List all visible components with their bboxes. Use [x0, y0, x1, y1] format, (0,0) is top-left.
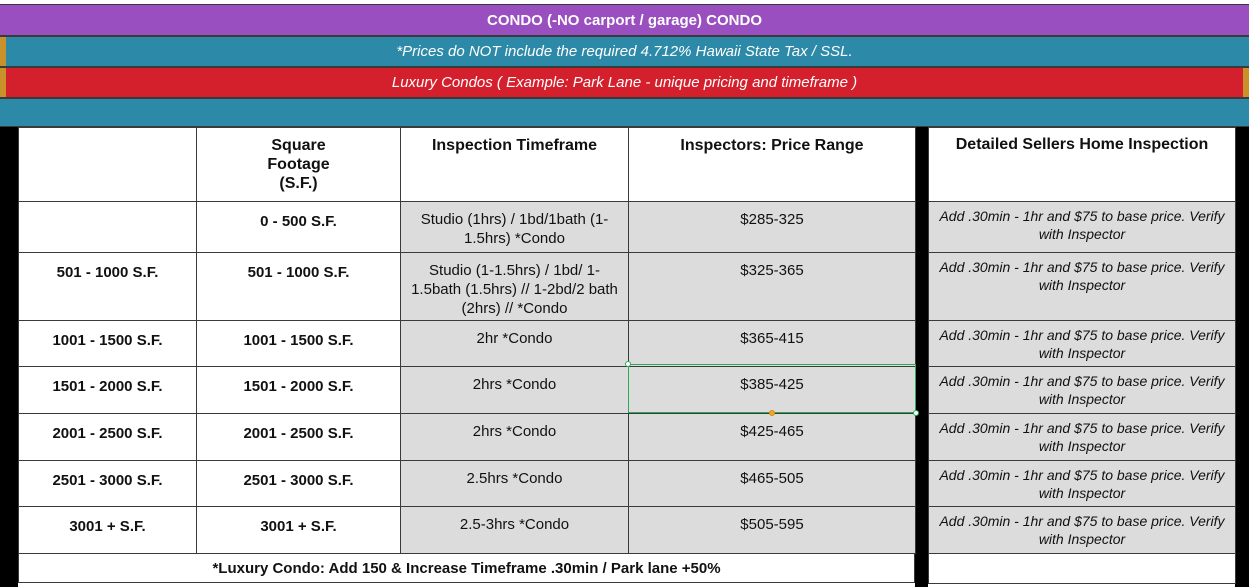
timeframe-cell[interactable]: 2hrs *Condo	[401, 414, 629, 461]
detail-table	[928, 127, 1236, 584]
price-cell[interactable]: $285-325	[629, 202, 916, 253]
luxury-condo-footer-note[interactable]: *Luxury Condo: Add 150 & Increase Timeframe .30min / Park lane +50%	[18, 553, 915, 583]
detail-cell[interactable]: Add .30min - 1hr and $75 to base price. Verify with Inspector	[929, 414, 1236, 461]
header-price-range[interactable]: Inspectors: Price Range	[629, 128, 916, 202]
right-column-separator	[1235, 127, 1249, 587]
table-row	[19, 414, 916, 461]
price-cell[interactable]: $325-365	[629, 253, 916, 321]
timeframe-cell[interactable]: Studio (1-1.5hrs) / 1bd/ 1-1.5bath (1.5hrs) // 1-2bd/2 bath (2hrs) // *Condo	[401, 253, 629, 321]
size-cell-a[interactable]: 1001 - 1500 S.F.	[19, 321, 197, 367]
size-cell-a[interactable]: 501 - 1000 S.F.	[19, 253, 197, 321]
size-cell-b[interactable]: 1001 - 1500 S.F.	[197, 321, 401, 367]
size-cell-a[interactable]: 2501 - 3000 S.F.	[19, 461, 197, 507]
size-cell-a[interactable]	[19, 202, 197, 253]
detail-cell[interactable]: Add .30min - 1hr and $75 to base price. Verify with Inspector	[929, 461, 1236, 507]
table-row	[19, 507, 916, 554]
tax-note-banner[interactable]	[0, 36, 1249, 67]
table-row	[19, 461, 916, 507]
selection-handle[interactable]	[913, 410, 919, 416]
size-cell-b[interactable]: 501 - 1000 S.F.	[197, 253, 401, 321]
banner-edge-cell[interactable]	[1243, 37, 1249, 66]
left-column-separator	[0, 127, 18, 587]
size-cell-b[interactable]: 3001 + S.F.	[197, 507, 401, 554]
detail-cell[interactable]: Add .30min - 1hr and $75 to base price. Verify with Inspector	[929, 202, 1236, 253]
price-cell[interactable]: $505-595	[629, 507, 916, 554]
timeframe-cell[interactable]: 2hr *Condo	[401, 321, 629, 367]
table-row	[19, 202, 916, 253]
price-cell[interactable]: $365-415	[629, 321, 916, 367]
banner-edge-cell[interactable]	[1243, 5, 1249, 35]
pricing-table	[18, 127, 916, 554]
empty-banner[interactable]	[0, 98, 1249, 127]
cell-selection-box[interactable]	[628, 364, 916, 413]
timeframe-cell[interactable]: 2hrs *Condo	[401, 367, 629, 414]
size-cell-a[interactable]: 3001 + S.F.	[19, 507, 197, 554]
title-banner[interactable]	[0, 4, 1249, 36]
header-row	[19, 128, 916, 202]
header-square-footage-text: Square Footage (S.F.)	[267, 137, 330, 192]
table-row	[19, 253, 916, 321]
timeframe-cell[interactable]: 2.5hrs *Condo	[401, 461, 629, 507]
fill-handle[interactable]	[769, 410, 775, 416]
size-cell-b[interactable]: 0 - 500 S.F.	[197, 202, 401, 253]
size-cell-b[interactable]: 2001 - 2500 S.F.	[197, 414, 401, 461]
banner-edge-cell[interactable]	[1243, 99, 1249, 126]
header-detailed-inspection[interactable]: Detailed Sellers Home Inspection	[929, 128, 1236, 202]
size-cell-b[interactable]: 1501 - 2000 S.F.	[197, 367, 401, 414]
size-cell-b[interactable]: 2501 - 3000 S.F.	[197, 461, 401, 507]
timeframe-cell[interactable]: 2.5-3hrs *Condo	[401, 507, 629, 554]
detail-cell[interactable]: Add .30min - 1hr and $75 to base price. Verify with Inspector	[929, 367, 1236, 414]
header-cell-empty[interactable]	[19, 128, 197, 202]
tax-note-text[interactable]: *Prices do NOT include the required 4.712% Hawaii State Tax / SSL.	[6, 37, 1243, 66]
detail-cell-empty[interactable]	[929, 554, 1236, 584]
price-cell[interactable]: $465-505	[629, 461, 916, 507]
size-cell-a[interactable]: 1501 - 2000 S.F.	[19, 367, 197, 414]
table-row	[19, 321, 916, 367]
detail-cell[interactable]: Add .30min - 1hr and $75 to base price. Verify with Inspector	[929, 321, 1236, 367]
header-square-footage[interactable]	[197, 128, 401, 202]
timeframe-cell[interactable]: Studio (1hrs) / 1bd/1bath (1-1.5hrs) *Condo	[401, 202, 629, 253]
detail-cell[interactable]: Add .30min - 1hr and $75 to base price. Verify with Inspector	[929, 507, 1236, 554]
size-cell-a[interactable]: 2001 - 2500 S.F.	[19, 414, 197, 461]
price-cell[interactable]: $385-425	[629, 367, 916, 414]
middle-column-separator	[915, 127, 928, 587]
header-inspection-timeframe[interactable]: Inspection Timeframe	[401, 128, 629, 202]
detail-cell[interactable]: Add .30min - 1hr and $75 to base price. Verify with Inspector	[929, 253, 1236, 321]
luxury-note-text[interactable]: Luxury Condos ( Example: Park Lane - unique pricing and timeframe )	[6, 68, 1243, 97]
empty-banner-cell[interactable]	[6, 99, 1243, 126]
price-cell[interactable]: $425-465	[629, 414, 916, 461]
luxury-note-banner[interactable]	[0, 67, 1249, 98]
banner-edge-cell[interactable]	[1243, 68, 1249, 97]
title-banner-text[interactable]: CONDO (-NO carport / garage) CONDO	[6, 5, 1243, 35]
selection-handle[interactable]	[625, 361, 631, 367]
